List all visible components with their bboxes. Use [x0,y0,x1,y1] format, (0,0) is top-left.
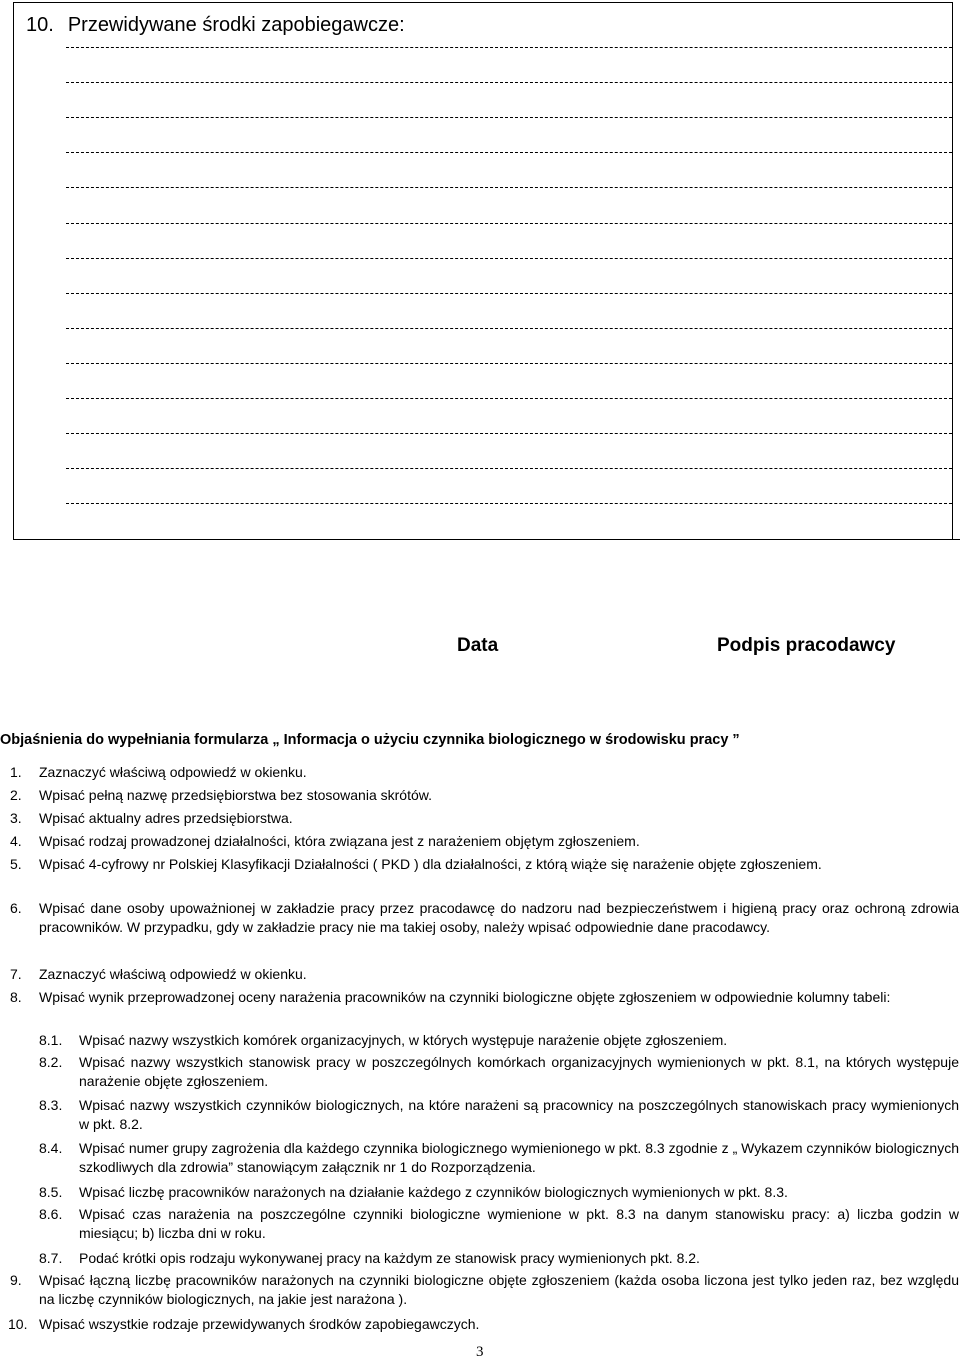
writing-line [66,328,952,329]
list-item: 9. Wpisać łączną liczbę pracowników narażonych na czynniki biologiczne objęte zgłoszeniem (każda osoba liczona jest tylko jeden raz, bez względu na liczbę czynników biologicznych, na jakie jest narażona ). [10,1272,959,1307]
list-item: 4. Wpisać rodzaj prowadzonej działalności, która związana jest z narażeniem objętym zgłoszeniem. [10,833,640,849]
box-edge [953,539,960,540]
list-item: 8.4. Wpisać numer grupy zagrożenia dla każdego czynnika biologicznego wymienionego w pkt. 8.3 zgodnie z „ Wykazem czynników biologicznych szkodliwych dla zdrowia” stanowiącym załącznik nr 1 do Rozporządzenia. [39,1140,959,1175]
writing-line [66,82,952,83]
list-item: 10. Wpisać wszystkie rodzaje przewidywanych środków zapobiegawczych. [8,1316,480,1332]
writing-line [66,433,952,434]
writing-line [66,47,952,48]
writing-line [66,152,952,153]
page-number: 3 [476,1344,484,1360]
list-item: 7. Zaznaczyć właściwą odpowiedź w okienku. [10,966,307,982]
list-item: 8.2. Wpisać nazwy wszystkich stanowisk pracy w poszczególnych komórkach organizacyjnych wymienionych w pkt. 8.1, na których występuje narażenie objęte zgłoszeniem. [39,1054,959,1089]
list-item: 5. Wpisać 4-cyfrowy nr Polskiej Klasyfikacji Działalności ( PKD ) dla działalności, z którą wiąże się narażenie objęte zgłoszeniem. [10,856,822,872]
writing-line [66,117,952,118]
section-title: Przewidywane środki zapobiegawcze: [67,14,405,36]
list-item: 8.7. Podać krótki opis rodzaju wykonywanej pracy na każdym ze stanowisk pracy wymienionych pkt. 8.2. [39,1250,700,1266]
section-heading [26,12,405,38]
writing-line [66,468,952,469]
list-item: 8. Wpisać wynik przeprowadzonej oceny narażenia pracowników na czynniki biologiczne objęte zgłoszeniem w odpowiednie kolumny tabeli: [10,989,891,1005]
list-item: 8.6. Wpisać czas narażenia na poszczególne czynniki biologiczne wymienione w pkt. 8.3 na danym stanowisku pracy: a) liczba godzin w miesiącu; b) liczba dni w roku. [39,1206,959,1241]
list-item: 8.3. Wpisać nazwy wszystkich czynników biologicznych, na które narażeni są pracownicy na poszczególnych stanowiskach pracy wymienionych w pkt. 8.2. [39,1097,959,1132]
writing-line [66,223,952,224]
list-item: 6. Wpisać dane osoby upoważnionej w zakładzie pracy przez pracodawcę do nadzoru nad bezpieczeństwem i higieną pracy oraz ochroną zdrowia pracowników. W przypadku, gdy w zakładzie pracy nie ma takiej osoby, należy wpisać odpowiednie dane pracodawcy. [10,900,959,935]
list-item: 8.1. Wpisać nazwy wszystkich komórek organizacyjnych, w których występuje narażenie objęte zgłoszeniem. [39,1032,728,1048]
writing-line [66,258,952,259]
explanations-title: Objaśnienia do wypełniania formularza „ Informacja o użyciu czynnika biologicznego w środowisku pracy ” [0,732,740,748]
date-label: Data [457,635,499,656]
writing-line [66,187,952,188]
section-number: 10. [26,14,54,36]
list-item: 8.5. Wpisać liczbę pracowników narażonych na działanie każdego z czynników biologicznych wymienionych w pkt. 8.3. [39,1184,788,1200]
list-item: 2. Wpisać pełną nazwę przedsiębiorstwa bez stosowania skrótów. [10,787,432,803]
writing-line [66,503,952,504]
writing-line [66,363,952,364]
writing-line [66,398,952,399]
list-item: 1. Zaznaczyć właściwą odpowiedź w okienku. [10,764,307,780]
list-item: 3. Wpisać aktualny adres przedsiębiorstwa. [10,810,293,826]
employer-signature-label: Podpis pracodawcy [717,635,896,656]
writing-line [66,293,952,294]
